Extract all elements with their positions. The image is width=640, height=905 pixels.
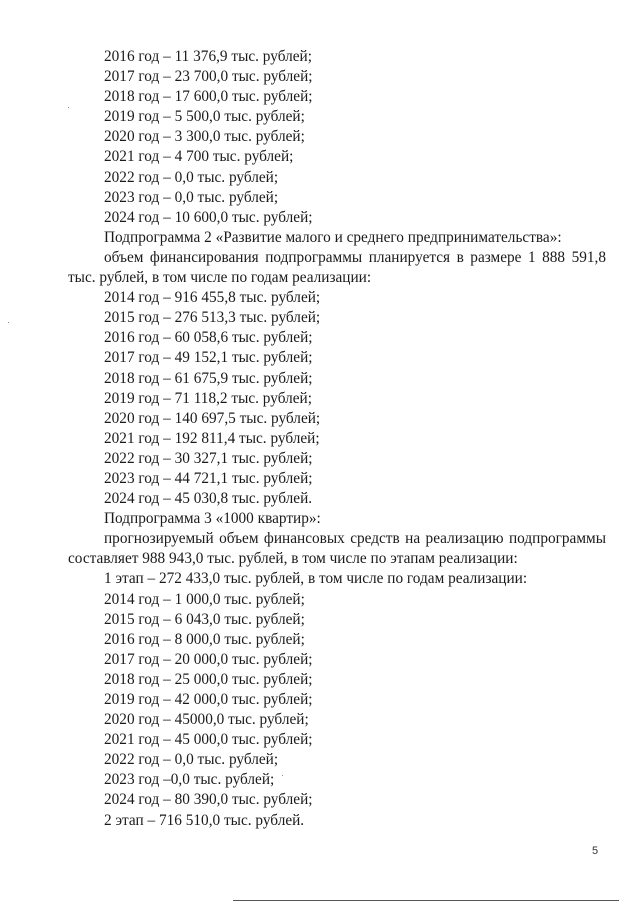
text-line: 2022 год – 30 327,1 тыс. рублей;	[104, 449, 313, 467]
text-line: 2021 год – 45 000,0 тыс. рублей;	[104, 731, 313, 749]
page-number: 5	[592, 845, 599, 857]
text-line: 2016 год – 11 376,9 тыс. рублей;	[104, 48, 312, 65]
text-line: 2023 год – 0,0 тыс. рублей;	[104, 188, 279, 206]
text-line: 2021 год – 4 700 тыс. рублей;	[104, 148, 294, 166]
text-line: 2022 год – 0,0 тыс. рублей;	[104, 751, 279, 769]
text-line: 2020 год – 3 300,0 тыс. рублей;	[104, 128, 305, 146]
text-line: 2023 год –0,0 тыс. рублей;	[104, 771, 275, 789]
text-line: 2020 год – 140 697,5 тыс. рублей;	[104, 409, 321, 427]
scan-speck	[8, 322, 9, 323]
text-line: 2020 год – 45000,0 тыс. рублей;	[104, 711, 309, 729]
text-line: 2022 год – 0,0 тыс. рублей;	[104, 168, 279, 186]
text-line: 2014 год – 1 000,0 тыс. рублей;	[104, 590, 305, 608]
text-line: 2019 год – 71 118,2 тыс. рублей;	[104, 389, 312, 407]
text-line: 2017 год – 23 700,0 тыс. рублей;	[104, 68, 313, 86]
text-line: 2019 год – 42 000,0 тыс. рублей;	[104, 691, 313, 708]
scan-speck	[68, 107, 69, 108]
subprogram-3-funding-paragraph: прогнозируемый объем финансовых средств на реализацию подпрограммы составляет 988 943,0 тыс. рублей, в том числе по этапам реализации:	[68, 530, 606, 568]
text-line: 2017 год – 49 152,1 тыс. рублей;	[104, 349, 313, 367]
text-line: 2018 год – 17 600,0 тыс. рублей;	[104, 88, 313, 106]
text-line: 2014 год – 916 455,8 тыс. рублей;	[104, 289, 321, 307]
stage-2-line: 2 этап – 716 510,0 тыс. рублей.	[104, 811, 305, 829]
text-line: 2018 год – 25 000,0 тыс. рублей;	[104, 670, 313, 688]
text-line: 2018 год – 61 675,9 тыс. рублей;	[104, 369, 313, 387]
body-text	[68, 47, 606, 831]
subprogram-2-funding-paragraph: объем финансирования подпрограммы планируется в размере 1 888 591,8 тыс. рублей, в том числе по годам реализации:	[68, 248, 606, 287]
scan-speck	[282, 775, 283, 776]
footer-rule	[233, 900, 619, 901]
text-line: 2017 год – 20 000,0 тыс. рублей;	[104, 650, 313, 668]
subprogram-3-heading: Подпрограмма 3 «1000 квартир»:	[104, 510, 321, 528]
text-line: 2016 год – 8 000,0 тыс. рублей;	[104, 630, 305, 648]
text-line: 2016 год – 60 058,6 тыс. рублей;	[104, 329, 313, 347]
text-line: 2024 год – 45 030,8 тыс. рублей.	[104, 490, 313, 508]
text-line: 2019 год – 5 500,0 тыс. рублей;	[104, 108, 305, 126]
text-line: 2021 год – 192 811,4 тыс. рублей;	[104, 429, 320, 447]
text-line: 2015 год – 6 043,0 тыс. рублей;	[104, 610, 305, 628]
text-line: 2024 год – 80 390,0 тыс. рублей;	[104, 791, 313, 809]
subprogram-2-heading: Подпрограмма 2 «Развитие малого и среднего предпринимательства»:	[104, 228, 562, 246]
text-line: 2024 год – 10 600,0 тыс. рублей;	[104, 208, 313, 226]
stage-1-line: 1 этап – 272 433,0 тыс. рублей, в том числе по годам реализации:	[104, 570, 528, 588]
text-line: 2023 год – 44 721,1 тыс. рублей;	[104, 469, 313, 487]
text-line: 2015 год – 276 513,3 тыс. рублей;	[104, 309, 321, 327]
